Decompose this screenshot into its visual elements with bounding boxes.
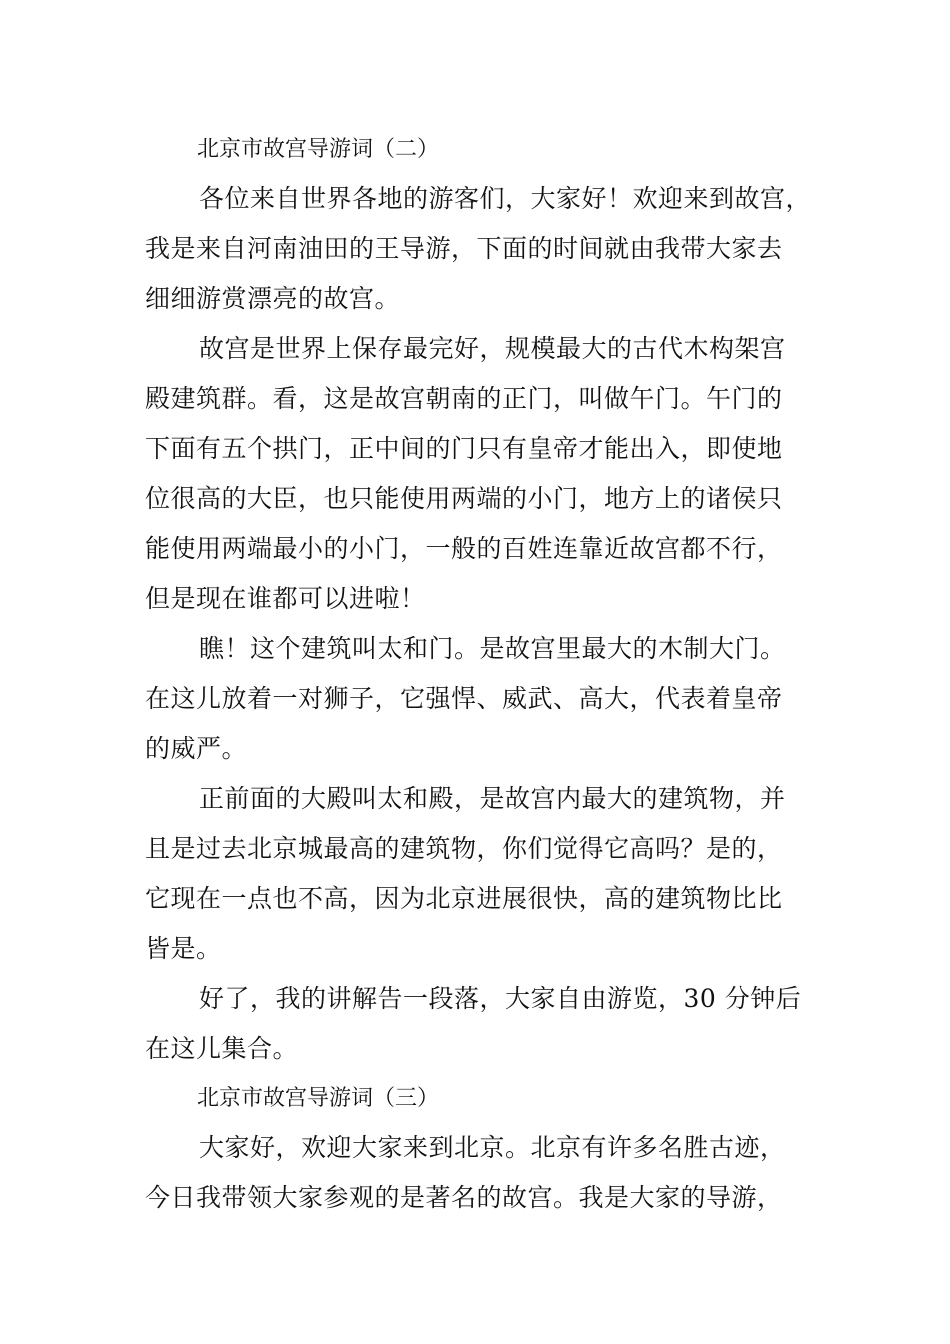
text-line: 殿建筑群。看，这是故宫朝南的正门，叫做午门。午门的	[145, 384, 783, 413]
text-line: 皆是。	[145, 934, 222, 963]
text-line: 能使用两端最小的小门，一般的百姓连靠近故宫都不行，	[145, 534, 783, 563]
paragraph	[145, 624, 825, 774]
text-line: 细细游赏漂亮的故宫。	[145, 284, 401, 313]
section-heading: 北京市故宫导游词（二）	[197, 137, 440, 162]
document-body	[145, 125, 825, 1223]
paragraph	[145, 174, 825, 324]
text-line: 位很高的大臣，也只能使用两端的小门，地方上的诸侯只	[145, 484, 783, 513]
paragraph	[145, 974, 825, 1074]
text-line: 故宫是世界上保存最完好，规模最大的古代木构架宫	[199, 334, 786, 363]
text-line: 正前面的大殿叫太和殿，是故宫内最大的建筑物，并	[199, 784, 786, 813]
text-line: 大家好，欢迎大家来到北京。北京有许多名胜古迹，	[199, 1133, 786, 1162]
text-line: 但是现在谁都可以进啦！	[145, 584, 426, 613]
paragraph	[145, 1123, 825, 1223]
paragraph	[145, 324, 825, 624]
text-line: 好了，我的讲解告一段落，大家自由游览，30 分钟后	[199, 984, 802, 1013]
paragraph	[145, 774, 825, 974]
text-line: 的威严。	[145, 734, 248, 763]
text-line: 各位来自世界各地的游客们，大家好！欢迎来到故宫，	[199, 184, 812, 213]
text-line: 且是过去北京城最高的建筑物，你们觉得它高吗？是的，	[145, 834, 783, 863]
text-line: 今日我带领大家参观的是著名的故宫。我是大家的导游，	[145, 1183, 783, 1212]
section-heading: 北京市故宫导游词（三）	[197, 1086, 440, 1111]
text-line: 瞧！这个建筑叫太和门。是故宫里最大的木制大门。	[199, 634, 786, 663]
text-line: 在这儿集合。	[145, 1034, 299, 1063]
text-line: 我是来自河南油田的王导游，下面的时间就由我带大家去	[145, 234, 783, 263]
text-line: 在这儿放着一对狮子，它强悍、威武、高大，代表着皇帝	[145, 684, 783, 713]
text-line: 下面有五个拱门，正中间的门只有皇帝才能出入，即使地	[145, 434, 783, 463]
text-line: 它现在一点也不高，因为北京进展很快，高的建筑物比比	[145, 884, 783, 913]
